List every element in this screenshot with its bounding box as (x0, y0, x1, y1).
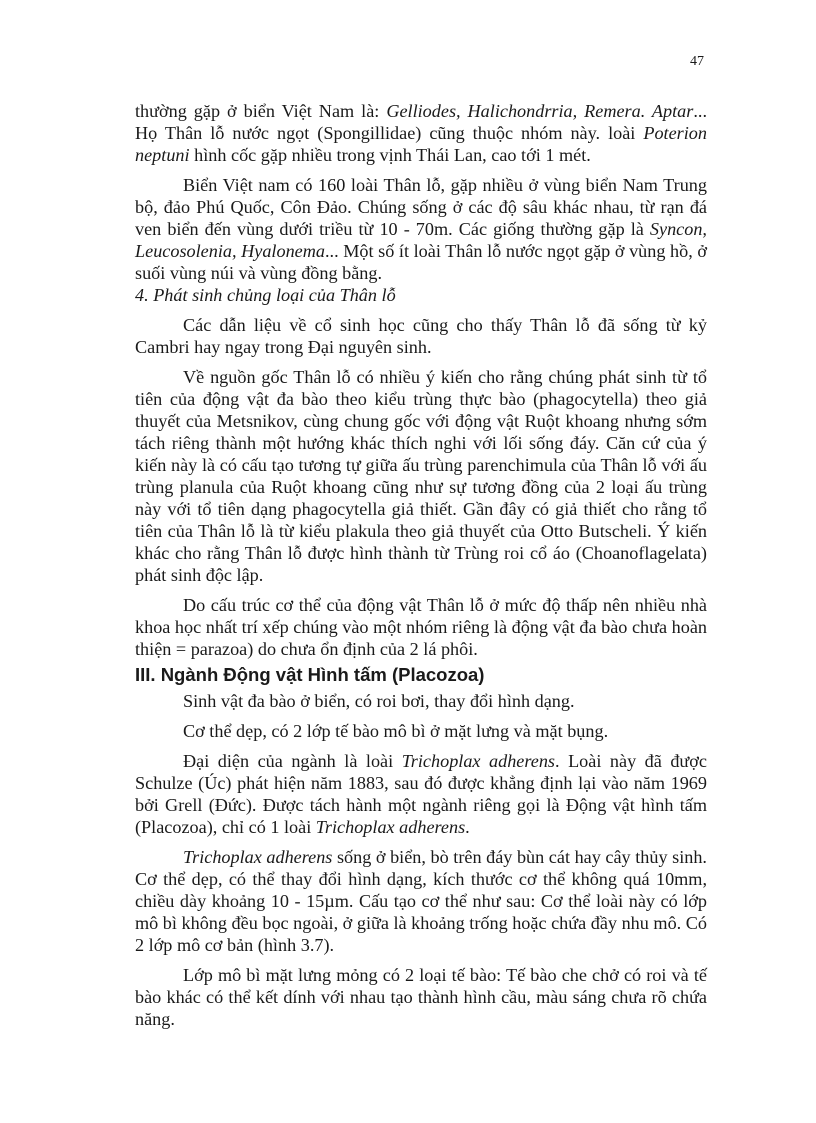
paragraph-10: Lớp mô bì mặt lưng mỏng có 2 loại tế bào: Tế bào che chở có roi và tế bào khác có thể kết dính với nhau tạo thành hình cầu, màu sáng chưa rõ chứa năng. (135, 965, 707, 1029)
paragraph-7: Cơ thể dẹp, có 2 lớp tế bào mô bì ở mặt lưng và mặt bụng. (183, 721, 609, 741)
paragraph-5: Do cấu trúc cơ thể của động vật Thân lỗ ở mức độ thấp nên nhiều nhà khoa học nhất trí xếp chúng vào một nhóm riêng là động vật đa bào chưa hoàn thiện = parazoa) do chưa ổn định của 2 lá phôi. (135, 595, 707, 659)
paragraph-6: Sinh vật đa bào ở biển, có roi bơi, thay đổi hình dạng. (183, 691, 575, 711)
paragraph-2: Biển Việt nam có 160 loài Thân lỗ, gặp nhiều ở vùng biển Nam Trung bộ, đảo Phú Quốc, Côn Đảo. Chúng sống ở các độ sâu khác nhau, từ rạn đá ven biển đến vùng dưới triều từ 10 - 70m. Các giống thường gặp là Syncon, Leucosolenia, Hyalonema... Một số ít loài Thân lỗ nước ngọt gặp ở vùng hồ, ở suối vùng núi và vùng đồng bằng. (135, 175, 708, 283)
section-heading-3: III. Ngành Động vật Hình tấm (Placozoa) (135, 664, 485, 685)
paragraph-8: Đại diện của ngành là loài Trichoplax adherens. Loài này đã được Schulze (Úc) phát hiện năm 1883, sau đó được khẳng định lại vào năm 1969 bởi Grell (Đức). Được tách hành một ngành riêng gọi là Động vật hình tấm (Placozoa), chỉ có 1 loài Trichoplax adherens. (135, 751, 707, 837)
paragraph-3: Các dẫn liệu về cổ sinh học cũng cho thấy Thân lỗ đã sống từ kỷ Cambri hay ngay trong Đại nguyên sinh. (135, 315, 707, 357)
page-number: 47 (690, 54, 704, 69)
page-content (135, 100, 707, 1030)
paragraph-9: Trichoplax adherens sống ở biển, bò trên đáy bùn cát hay cây thủy sinh. Cơ thể dẹp, có thể thay đổi hình dạng, kích thước cơ thể không quá 10mm, chiều dày khoảng 10 - 15µm. Cấu tạo cơ thể như sau: Cơ thể loài này có lớp mô bì không đều bọc ngoài, ở giữa là khoảng trống hoặc chứa đầy nhu mô. Có 2 lớp mô cơ bản (hình 3.7). (135, 847, 707, 955)
subheading-4: 4. Phát sinh chủng loại của Thân lỗ (135, 285, 396, 305)
paragraph-1: thường gặp ở biển Việt Nam là: Gelliodes, Halichondrria, Remera. Aptar... Họ Thân lỗ nước ngọt (Spongillidae) cũng thuộc nhóm này. loài Poterion neptuni hình cốc gặp nhiều trong vịnh Thái Lan, cao tới 1 mét. (135, 101, 707, 165)
paragraph-4: Về nguồn gốc Thân lỗ có nhiều ý kiến cho rằng chúng phát sinh từ tổ tiên của động vật đa bào theo kiểu trùng thực bào (phagocytella) theo giả thuyết của Metsnikov, cùng chung gốc với động vật Ruột khoang nhưng sớm tách riêng thành một hướng khác thích nghi với lối sống đáy. Căn cứ của ý kiến này là có cấu tạo tương tự giữa ấu trùng parenchimula của Thân lỗ với ấu trùng planula của Ruột khoang cũng như sự tương đồng của 2 loại ấu trùng này với tổ tiên dạng phagocytella giả thiết. Gần đây có giả thiết cho rằng tổ tiên của Thân lỗ là từ kiểu plakula theo giả thuyết của Otto Butscheli. Ý kiến khác cho rằng Thân lỗ được hình thành từ Trùng roi cổ áo (Choanoflagelata) phát sinh độc lập. (135, 367, 707, 585)
